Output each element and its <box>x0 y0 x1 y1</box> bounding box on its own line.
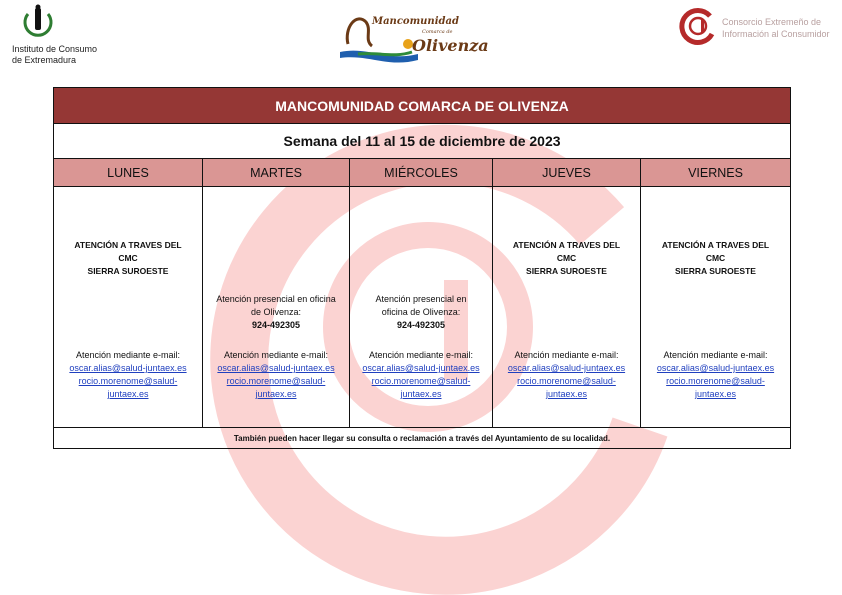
presence-line: Atención presencial en <box>375 294 467 304</box>
remote-attention-note <box>641 239 790 278</box>
email-label: Atención mediante e-mail: <box>368 350 474 360</box>
attention-line: ATENCIÓN A TRAVES DEL <box>661 240 770 250</box>
consorcio-cic-logo <box>678 6 838 50</box>
schedule-table <box>53 87 791 449</box>
email-link-oscar[interactable]: oscar.alias@salud-juntaex.es <box>362 363 480 373</box>
day-header-martes: MARTES <box>203 159 350 187</box>
attention-line: ATENCIÓN A TRAVES DEL <box>74 240 182 250</box>
day-cell-jueves <box>493 187 641 428</box>
presence-line: Atención presencial en oficina <box>216 294 336 304</box>
email-link-oscar[interactable]: oscar.alias@salud-juntaex.es <box>217 363 335 373</box>
consorcio-cic-logo-icon <box>678 6 718 46</box>
day-header-miercoles: MIÉRCOLES <box>350 159 493 187</box>
remote-attention-note <box>493 239 640 278</box>
email-link-oscar[interactable]: oscar.alias@salud-juntaex.es <box>69 363 187 373</box>
logo-center-line3: Olivenza <box>412 36 489 55</box>
email-link-part: juntaex.es <box>545 389 588 399</box>
attention-line: CMC <box>705 253 726 263</box>
email-link-part: rocio.morenome@salud- <box>226 376 326 386</box>
attention-line: SIERRA SUROESTE <box>675 266 756 276</box>
email-link-rocio[interactable] <box>641 375 790 401</box>
email-label: Atención mediante e-mail: <box>663 350 768 360</box>
week-heading: Semana del 11 al 15 de diciembre de 2023 <box>54 124 791 159</box>
email-link-part: juntaex.es <box>400 389 442 399</box>
instituto-consumo-logo-icon <box>18 4 58 42</box>
email-contact <box>493 349 640 401</box>
email-contact <box>203 349 349 401</box>
email-link-rocio[interactable] <box>493 375 640 401</box>
presence-line: oficina de Olivenza: <box>381 307 461 317</box>
attention-line: ATENCIÓN A TRAVES DEL <box>512 240 621 250</box>
mancomunidad-olivenza-logo <box>338 8 489 70</box>
email-link-rocio[interactable] <box>54 375 202 401</box>
day-cell-martes <box>203 187 350 428</box>
email-label: Atención mediante e-mail: <box>223 350 329 360</box>
logo-right-line2: Información al Consumidor <box>722 29 830 39</box>
attention-line: CMC <box>556 253 577 263</box>
day-header-lunes: LUNES <box>54 159 203 187</box>
email-label: Atención mediante e-mail: <box>514 350 619 360</box>
remote-attention-note <box>54 239 202 278</box>
email-label: Atención mediante e-mail: <box>75 350 181 360</box>
in-person-attention <box>350 293 492 332</box>
email-link-part: rocio.morenome@salud- <box>517 376 616 386</box>
instituto-consumo-logo <box>10 4 120 66</box>
email-link-part: rocio.morenome@salud- <box>666 376 765 386</box>
email-contact <box>54 349 202 401</box>
page-header <box>0 0 842 80</box>
logo-left-line1: Instituto de Consumo <box>12 44 98 54</box>
logo-left-line2: de Extremadura <box>12 55 77 65</box>
day-header-jueves: JUEVES <box>493 159 641 187</box>
email-link-oscar[interactable]: oscar.alias@salud-juntaex.es <box>656 363 775 373</box>
footer-note: También pueden hacer llegar su consulta o reclamación a través del Ayuntamiento de su localidad. <box>54 428 791 449</box>
attention-line: SIERRA SUROESTE <box>526 266 607 276</box>
in-person-attention <box>203 293 349 332</box>
email-link-part: juntaex.es <box>255 389 297 399</box>
presence-line: de Olivenza: <box>250 307 302 317</box>
email-link-part: juntaex.es <box>107 389 149 399</box>
email-link-part: rocio.morenome@salud- <box>371 376 471 386</box>
phone-number: 924-492305 <box>396 320 446 330</box>
phone-number: 924-492305 <box>251 320 301 330</box>
logo-center-line2: Comarca de <box>422 29 453 35</box>
day-cell-lunes <box>54 187 203 428</box>
attention-line: CMC <box>118 253 138 263</box>
email-link-part: rocio.morenome@salud- <box>78 376 178 386</box>
day-header-viernes: VIERNES <box>641 159 791 187</box>
email-contact <box>641 349 790 401</box>
email-link-oscar[interactable]: oscar.alias@salud-juntaex.es <box>507 363 626 373</box>
logo-right-line1: Consorcio Extremeño de <box>722 17 822 27</box>
email-contact <box>350 349 492 401</box>
email-link-rocio[interactable] <box>203 375 349 401</box>
table-title: MANCOMUNIDAD COMARCA DE OLIVENZA <box>54 88 791 124</box>
day-cell-miercoles <box>350 187 493 428</box>
attention-line: SIERRA SUROESTE <box>87 266 169 276</box>
logo-center-line1: Mancomunidad <box>372 16 459 27</box>
email-link-rocio[interactable] <box>350 375 492 401</box>
day-cell-viernes <box>641 187 791 428</box>
email-link-part: juntaex.es <box>694 389 737 399</box>
